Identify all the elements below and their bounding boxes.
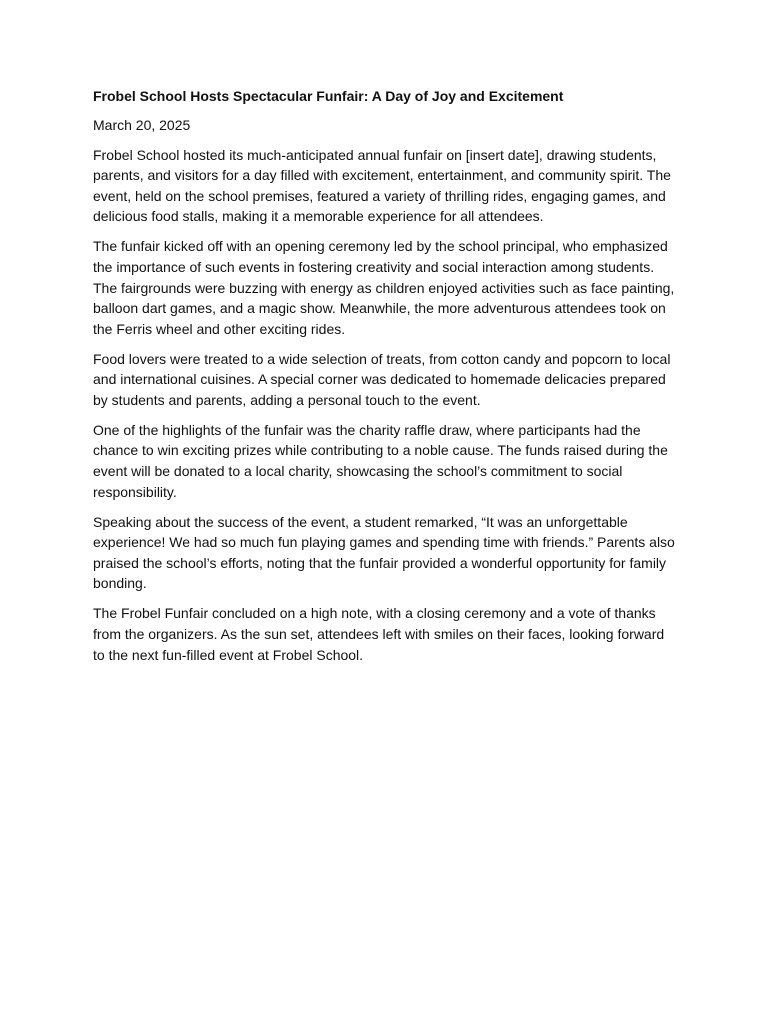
article-paragraph: Food lovers were treated to a wide selection of treats, from cotton candy and popcorn to local and international cuisines. A special corner was dedicated to homemade delicacies prepared by students and parents, adding a personal touch to the event. — [93, 350, 671, 408]
article-paragraph: One of the highlights of the funfair was the charity raffle draw, where participants had the chance to win exciting prizes while contributing to a noble cause. The funds raised during the event will be donated to a local charity, showcasing the school’s commitment to social responsibility. — [93, 421, 668, 500]
article-paragraph: The Frobel Funfair concluded on a high note, with a closing ceremony and a vote of thanks from the organizers. As the sun set, attendees left with smiles on their faces, looking forward to the next fun-filled event at Frobel School. — [93, 605, 665, 663]
article-paragraph: Frobel School hosted its much-anticipated annual funfair on [insert date], drawing students, parents, and visitors for a day filled with excitement, entertainment, and community spirit. The event, held on the school premises, featured a variety of thrilling rides, engaging games, and delicious food stalls, making it a memorable experience for all attendees. — [93, 146, 671, 225]
article-paragraph: Speaking about the success of the event, a student remarked, “It was an unforgettable experience! We had so much fun playing games and spending time with friends.” Parents also praised the school’s efforts, noting that the funfair provided a wonderful opportunity for family bonding. — [93, 513, 675, 592]
article-date: March 20, 2025 — [93, 117, 191, 133]
document-page — [93, 86, 678, 675]
article-headline: Frobel School Hosts Spectacular Funfair: A Day of Joy and Excitement — [93, 88, 564, 104]
article-paragraph: The funfair kicked off with an opening ceremony led by the school principal, who emphasized the importance of such events in fostering creativity and social interaction among students. The fairgrounds were buzzing with energy as children enjoyed activities such as face painting, balloon dart games, and a magic show. Meanwhile, the more adventurous attendees took on the Ferris wheel and other exciting rides. — [93, 238, 675, 337]
